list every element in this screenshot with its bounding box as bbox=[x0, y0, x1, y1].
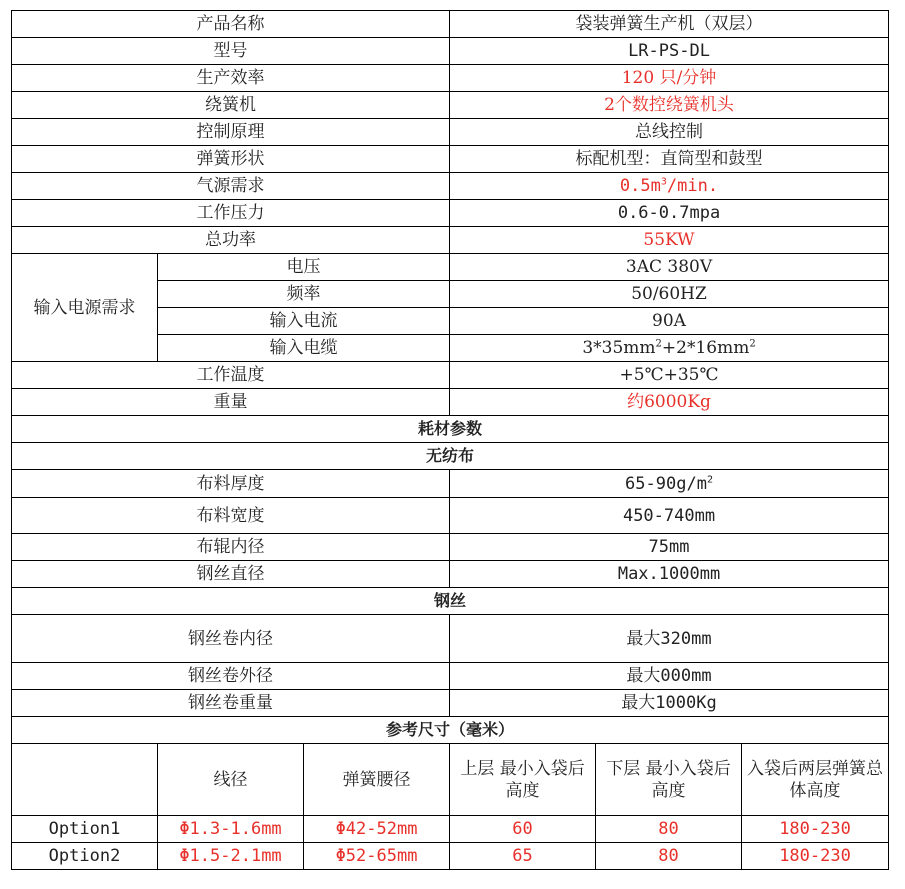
air-value-exp: 3 bbox=[660, 176, 667, 188]
spring-shape-label: 弹簧形状 bbox=[12, 146, 450, 173]
header-waist-diameter: 弹簧腰径 bbox=[304, 744, 450, 816]
option-wire-diameter: Φ1.5-2.1mm bbox=[158, 843, 304, 870]
temperature-label: 工作温度 bbox=[12, 362, 450, 389]
option-lower-height: 80 bbox=[596, 816, 742, 843]
current-value: 90A bbox=[450, 308, 889, 335]
wire-title: 钢丝 bbox=[12, 588, 889, 615]
frequency-label: 频率 bbox=[158, 281, 450, 308]
product-name-value: 袋装弹簧生产机（双层） bbox=[450, 11, 889, 38]
cable-label: 输入电缆 bbox=[158, 335, 450, 362]
coiler-value: 2个数控绕簧机头 bbox=[450, 92, 889, 119]
control-value: 总线控制 bbox=[450, 119, 889, 146]
header-upper-height: 上层 最小入袋后高度 bbox=[450, 744, 596, 816]
row-wire-title bbox=[12, 588, 889, 615]
cable-exp-b: 2 bbox=[749, 338, 756, 350]
option-waist-diameter: Φ42-52mm bbox=[304, 816, 450, 843]
row-coil-outer bbox=[12, 663, 889, 690]
fabric-width-value: 450-740mm bbox=[450, 498, 889, 534]
row-efficiency bbox=[12, 65, 889, 92]
frequency-value: 50/60HZ bbox=[450, 281, 889, 308]
table-row bbox=[12, 816, 889, 843]
row-model bbox=[12, 38, 889, 65]
coil-weight-value: 最大1000Kg bbox=[450, 690, 889, 717]
reference-header-blank bbox=[12, 744, 158, 816]
row-fabric-thickness bbox=[12, 470, 889, 498]
cable-value-b: +2*16mm bbox=[661, 338, 750, 358]
header-total-height: 入袋后两层弹簧总体高度 bbox=[742, 744, 889, 816]
option-total-height: 180-230 bbox=[742, 843, 889, 870]
pressure-label: 工作压力 bbox=[12, 200, 450, 227]
efficiency-value: 120 只/分钟 bbox=[450, 65, 889, 92]
row-spring-shape bbox=[12, 146, 889, 173]
coil-inner-value: 最大320mm bbox=[450, 615, 889, 663]
nonwoven-title: 无纺布 bbox=[12, 443, 889, 470]
coil-inner-label: 钢丝卷内径 bbox=[12, 615, 450, 663]
row-reference-title bbox=[12, 717, 889, 744]
cable-value bbox=[450, 335, 889, 362]
row-coil-weight bbox=[12, 690, 889, 717]
row-wire-diameter bbox=[12, 561, 889, 588]
roll-inner-label: 布辊内径 bbox=[12, 534, 450, 561]
fabric-width-label: 布料宽度 bbox=[12, 498, 450, 534]
option-lower-height: 80 bbox=[596, 843, 742, 870]
row-reference-headers bbox=[12, 744, 889, 816]
header-wire-diameter: 线径 bbox=[158, 744, 304, 816]
row-temperature bbox=[12, 362, 889, 389]
roll-inner-value: 75mm bbox=[450, 534, 889, 561]
row-voltage bbox=[12, 254, 889, 281]
option-name: Option1 bbox=[12, 816, 158, 843]
temperature-value: +5℃+35℃ bbox=[450, 362, 889, 389]
efficiency-label: 生产效率 bbox=[12, 65, 450, 92]
model-value: LR-PS-DL bbox=[450, 38, 889, 65]
power-label: 总功率 bbox=[12, 227, 450, 254]
fabric-thickness-label: 布料厚度 bbox=[12, 470, 450, 498]
spring-shape-value: 标配机型：直筒型和鼓型 bbox=[450, 146, 889, 173]
wire-diameter-value: Max.1000mm bbox=[450, 561, 889, 588]
option-total-height: 180-230 bbox=[742, 816, 889, 843]
header-lower-height: 下层 最小入袋后高度 bbox=[596, 744, 742, 816]
power-input-group-label: 输入电源需求 bbox=[12, 254, 158, 362]
row-air bbox=[12, 173, 889, 200]
row-nonwoven-title bbox=[12, 443, 889, 470]
row-roll-inner bbox=[12, 534, 889, 561]
voltage-value: 3AC 380V bbox=[450, 254, 889, 281]
pressure-value: 0.6-0.7mpa bbox=[450, 200, 889, 227]
reference-title: 参考尺寸（毫米） bbox=[12, 717, 889, 744]
row-power bbox=[12, 227, 889, 254]
option-name: Option2 bbox=[12, 843, 158, 870]
row-coiler bbox=[12, 92, 889, 119]
row-fabric-width bbox=[12, 498, 889, 534]
wire-diameter-label: 钢丝直径 bbox=[12, 561, 450, 588]
spec-table bbox=[11, 10, 889, 870]
option-wire-diameter: Φ1.3-1.6mm bbox=[158, 816, 304, 843]
option-upper-height: 65 bbox=[450, 843, 596, 870]
air-value bbox=[450, 173, 889, 200]
fabric-thickness-base: 65-90g/m bbox=[625, 473, 707, 494]
current-label: 输入电流 bbox=[158, 308, 450, 335]
product-name-label: 产品名称 bbox=[12, 11, 450, 38]
row-weight bbox=[12, 389, 889, 416]
air-value-unit: /min. bbox=[666, 176, 719, 196]
air-value-base: 0.5m bbox=[619, 176, 661, 196]
row-coil-inner bbox=[12, 615, 889, 663]
coiler-label: 绕簧机 bbox=[12, 92, 450, 119]
power-value: 55KW bbox=[450, 227, 889, 254]
coil-outer-value: 最大000mm bbox=[450, 663, 889, 690]
voltage-label: 电压 bbox=[158, 254, 450, 281]
table-row bbox=[12, 843, 889, 870]
control-label: 控制原理 bbox=[12, 119, 450, 146]
row-pressure bbox=[12, 200, 889, 227]
fabric-thickness-exp: 2 bbox=[706, 473, 713, 485]
model-label: 型号 bbox=[12, 38, 450, 65]
row-control bbox=[12, 119, 889, 146]
option-waist-diameter: Φ52-65mm bbox=[304, 843, 450, 870]
air-label: 气源需求 bbox=[12, 173, 450, 200]
weight-label: 重量 bbox=[12, 389, 450, 416]
cable-exp-a: 2 bbox=[655, 338, 662, 350]
weight-value: 约6000Kg bbox=[450, 389, 889, 416]
coil-weight-label: 钢丝卷重量 bbox=[12, 690, 450, 717]
option-upper-height: 60 bbox=[450, 816, 596, 843]
fabric-thickness-value bbox=[450, 470, 889, 498]
coil-outer-label: 钢丝卷外径 bbox=[12, 663, 450, 690]
consumables-title: 耗材参数 bbox=[12, 416, 889, 443]
row-consumables-title bbox=[12, 416, 889, 443]
row-product-name bbox=[12, 11, 889, 38]
cable-value-a: 3*35mm bbox=[582, 338, 656, 358]
